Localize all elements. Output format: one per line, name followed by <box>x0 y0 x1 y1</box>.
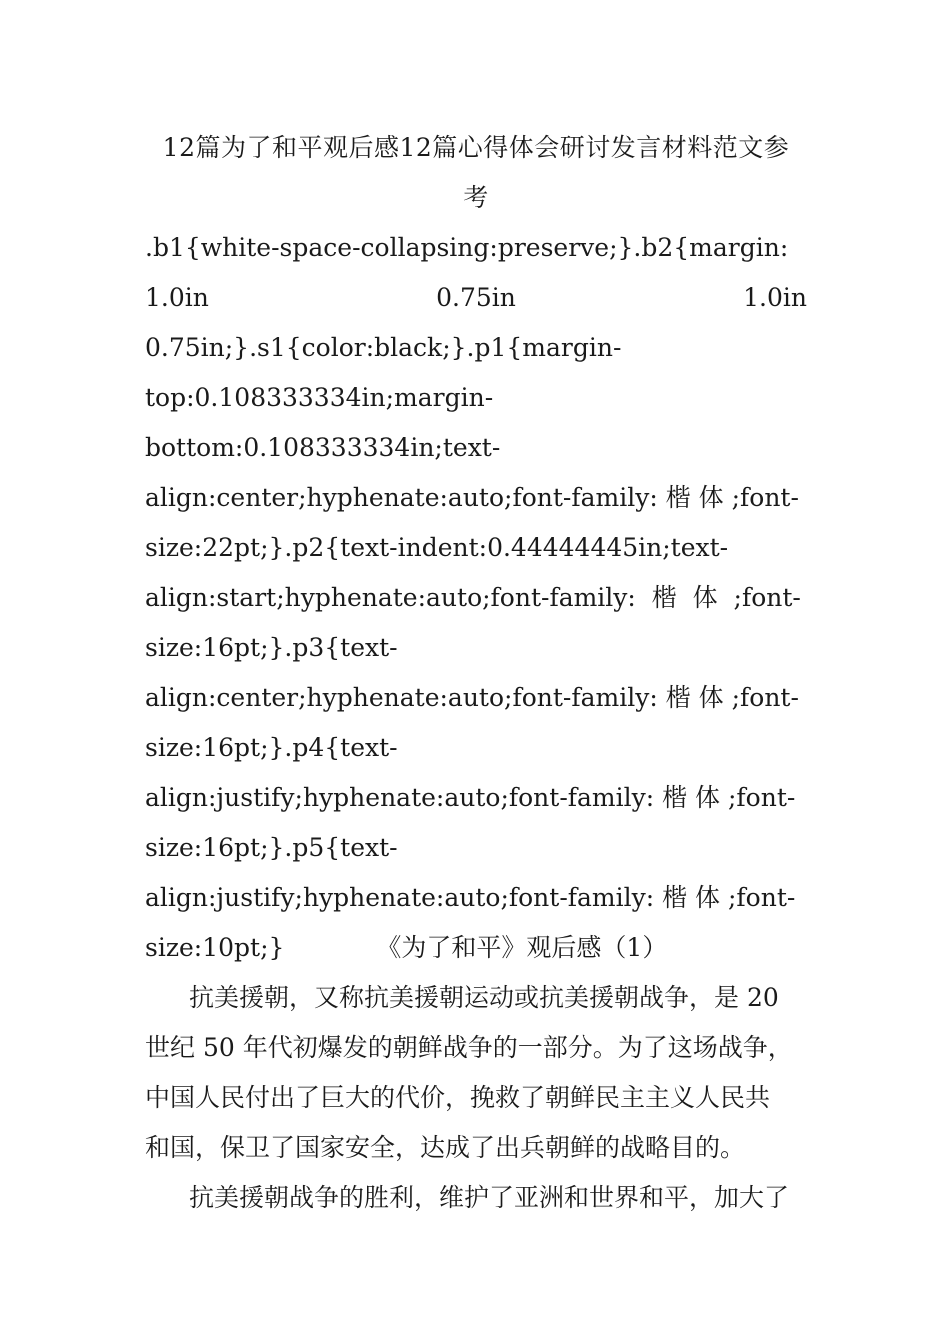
body-paragraph-line: 和国，保卫了国家安全，达成了出兵朝鲜的战略目的。 <box>145 1133 746 1162</box>
css-text-line: align:justify;hyphenate:auto;font-family: 楷 体 ;font- <box>145 883 796 912</box>
css-text-fragment: size:10pt;} <box>145 933 285 962</box>
css-text-line: .b1{white-space-collapsing:preserve;}.b2{margin: <box>145 233 789 262</box>
css-last-line-with-caption <box>145 923 807 973</box>
body-paragraph-line: 世纪 50 年代初爆发的朝鲜战争的一部分。为了这场战争， <box>145 1033 793 1062</box>
margin-value: 1.0in <box>743 283 807 312</box>
css-text-line: top:0.108333334in;margin- <box>145 383 494 412</box>
body-paragraph-line: 抗美援朝，又称抗美援朝运动或抗美援朝战争，是 20 <box>189 983 779 1012</box>
css-text-line: size:16pt;}.p3{text- <box>145 633 398 662</box>
document-title-line-1: 12篇为了和平观后感12篇心得体会研讨发言材料范文参 <box>162 133 790 162</box>
css-text-line: align:center;hyphenate:auto;font-family: 楷 体 ;font- <box>145 483 799 512</box>
css-text-line: size:16pt;}.p4{text- <box>145 733 398 762</box>
css-text-line: size:16pt;}.p5{text- <box>145 833 398 862</box>
css-text-line: 0.75in;}.s1{color:black;}.p1{margin- <box>145 333 622 362</box>
css-text-line: align:center;hyphenate:auto;font-family: 楷 体 ;font- <box>145 683 799 712</box>
css-text-line: align:start;hyphenate:auto;font-family: 楷 体 ;font- <box>145 583 801 612</box>
margin-value: 1.0in <box>145 283 209 312</box>
margin-value: 0.75in <box>436 283 516 312</box>
document-title-line-2: 考 <box>463 183 489 212</box>
body-paragraph-line: 抗美援朝战争的胜利，维护了亚洲和世界和平，加大了 <box>189 1183 790 1212</box>
css-margin-values-line <box>145 273 807 323</box>
section-caption: 《为了和平》观后感（1） <box>376 933 668 962</box>
document-page <box>145 123 807 1223</box>
css-text-line: align:justify;hyphenate:auto;font-family: 楷 体 ;font- <box>145 783 796 812</box>
body-paragraph-line: 中国人民付出了巨大的代价，挽救了朝鲜民主主义人民共 <box>145 1083 771 1112</box>
css-text-line: bottom:0.108333334in;text- <box>145 433 501 462</box>
css-text-line: size:22pt;}.p2{text-indent:0.44444445in;text- <box>145 533 729 562</box>
